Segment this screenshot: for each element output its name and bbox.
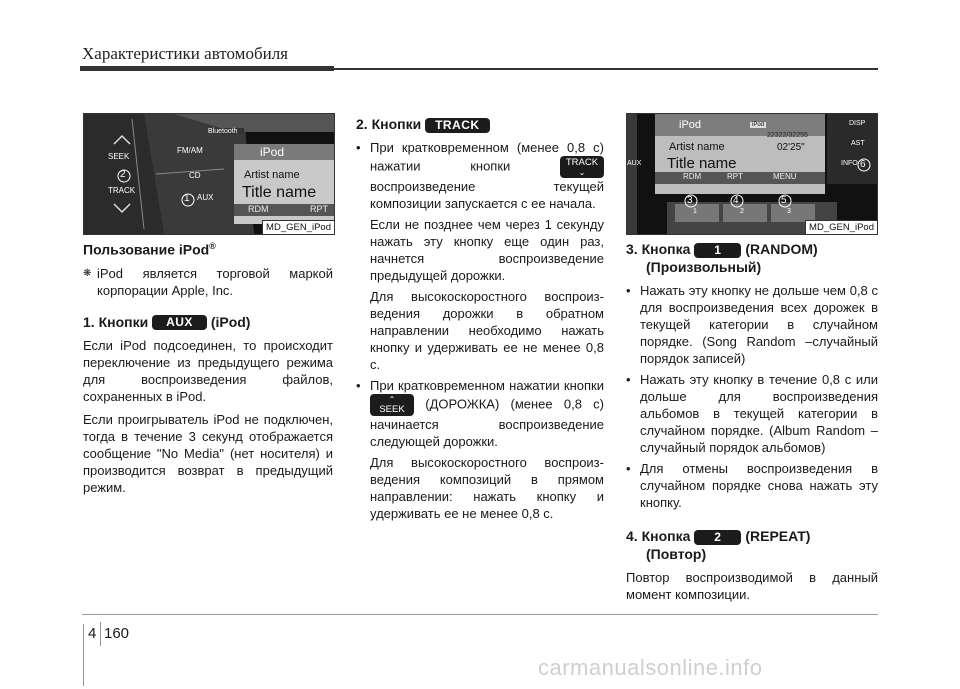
repeat-button-heading: 4. Кнопка 2 (REPEAT) [626, 528, 811, 544]
track-button[interactable]: TRACK [108, 186, 136, 195]
header-rule-thin [334, 68, 878, 70]
preset-button-1[interactable]: 1 [693, 208, 697, 215]
callout-1: 1 [184, 193, 190, 204]
footer-rule [82, 614, 878, 615]
screen-artist: Artist name [669, 141, 725, 153]
screen-track-counter: 22322/32255 [767, 132, 808, 139]
aux-button-heading: 1. Кнопки AUX (iPod) [83, 313, 251, 330]
callout-6: 6 [860, 159, 866, 170]
seek-button[interactable]: SEEK [108, 152, 130, 161]
track-bullet-1: • При кратковременном (менее 0,8 с) нажатии кнопки TRACK ⌄ воспроизведение текущей композиции запускается с ее начала. [356, 139, 604, 212]
track-bullet-2: • При кратковременном нажатии кнопки ⌃ SEEK (ДОРОЖКА) (менее 0,8 с) начинается воспроизведение следующей дорожки. [356, 377, 604, 450]
watermark: carmanualsonline.info [538, 655, 763, 680]
aux-button[interactable]: AUX [197, 193, 214, 202]
figure-left-radio [83, 113, 335, 235]
preset-button-2[interactable]: 2 [740, 208, 744, 215]
disp-button[interactable]: DISP [849, 120, 866, 127]
footer-vertical-rule [83, 624, 84, 686]
random-button-heading: 3. Кнопка 1 (RANDOM) [626, 241, 818, 257]
callout-2: 2 [120, 169, 126, 180]
fm-am-button[interactable]: FM/AM [177, 146, 203, 155]
track-badge: TRACK [425, 118, 490, 133]
ipod-usage-heading: Пользование iPod® [83, 241, 216, 258]
figure-right-label: MD_GEN_iPod [805, 220, 877, 234]
screen-mini-ipod: iPod [752, 122, 765, 128]
seek-button-icon: ⌃ SEEK [370, 394, 414, 416]
screen-mode: iPod [679, 119, 702, 131]
track-button-heading: 2. Кнопки TRACK [356, 115, 604, 133]
screen-title: Title name [242, 184, 317, 201]
chevron-down-icon: ⌄ [578, 168, 586, 177]
screen-softkey-rdm[interactable]: RDM [248, 204, 269, 214]
page-header-title: Характеристики автомобиля [82, 44, 288, 63]
aux-paragraph-2: Если проигрыватель iPod не подключен, тогда в течение 3 секунд отображается сообщение "No Media" (нет носителя) и производится возврат в предыдущий режим. [83, 411, 333, 495]
random-bullet-3: • Для отмены воспроизведения в случайном порядке снова нажать эту кнопку. [626, 460, 878, 511]
trademark-icon: ❋ [83, 267, 92, 279]
preset-button-3[interactable]: 3 [787, 208, 791, 215]
header-rule-thick [80, 66, 334, 71]
chevron-up-icon: ⌃ [388, 395, 396, 404]
trademark-note: ❋ iPod является торговой маркой корпорации Apple, Inc. [83, 265, 333, 298]
screen-softkey-rpt[interactable]: RPT [727, 172, 743, 181]
repeat-paragraph: Повтор воспроизводимой в данный момент композиции. [626, 570, 878, 602]
figure-right-radio [626, 113, 878, 235]
screen-softkey-menu[interactable]: MENU [773, 172, 797, 181]
footer-divider [100, 622, 101, 646]
callout-3: 3 [687, 195, 693, 206]
track-button-icon: TRACK ⌄ [560, 156, 604, 178]
cd-button[interactable]: CD [189, 171, 201, 180]
screen-softkey-rdm[interactable]: RDM [683, 172, 702, 181]
column-2 [356, 115, 604, 526]
screen-title: Title name [667, 155, 737, 172]
screen-mode: iPod [260, 145, 285, 159]
radio-panel-illustration [627, 114, 877, 234]
column-1 [83, 237, 333, 502]
aux-button[interactable]: AUX [627, 160, 642, 167]
preset-2-badge: 2 [694, 530, 741, 545]
random-subheading: (Произвольный) [646, 259, 762, 275]
figure-left-label: MD_GEN_iPod [262, 220, 334, 234]
screen-artist: Artist name [244, 169, 300, 181]
callout-4: 4 [733, 195, 739, 206]
info-button[interactable]: INFO [841, 160, 858, 167]
track-indent-3: Для высокоскоростного воспроизведения композиций в прямом направлении: нажать кнопку и удерживать ее не менее 0,8 с. [370, 455, 604, 521]
bluetooth-label: Bluetooth [208, 128, 238, 135]
track-indent-2: Для высокоскоростного воспроизведения дорожки в обратном направлении необходимо нажать кнопку и удерживать ее не менее 0,8 с. [370, 289, 604, 372]
column-3 [626, 240, 878, 609]
track-indent-1: Если не позднее чем через 1 секунду нажать эту кнопку еще один раз, начнется воспроизведение предыдущей дорожки. [370, 217, 604, 283]
repeat-subheading: (Повтор) [646, 546, 707, 562]
ast-button[interactable]: AST [851, 140, 865, 147]
screen-time: 02'25" [777, 142, 805, 153]
callout-5: 5 [781, 195, 787, 206]
page-number: 160 [104, 625, 130, 642]
random-bullet-1: • Нажать эту кнопку не дольше чем 0,8 с для воспроизведения всех дорожек в текущей категории в случайном порядке. (Song Random –случайный порядок записей) [626, 282, 878, 367]
random-bullet-2: • Нажать эту кнопку в течение 0,8 с или дольше для воспроизведения альбомов в текущей категории в случайном порядке. (Album Random –случайный порядок альбомов) [626, 371, 878, 456]
aux-badge: AUX [152, 315, 207, 330]
preset-1-badge: 1 [694, 243, 741, 258]
aux-paragraph-1: Если iPod подсоединен, то происходит переключение из предыдущего режима для воспроизведения файлов, сохраненных в iPod. [83, 337, 333, 404]
screen-softkey-rpt[interactable]: RPT [310, 204, 328, 214]
chapter-number: 4 [88, 625, 97, 642]
